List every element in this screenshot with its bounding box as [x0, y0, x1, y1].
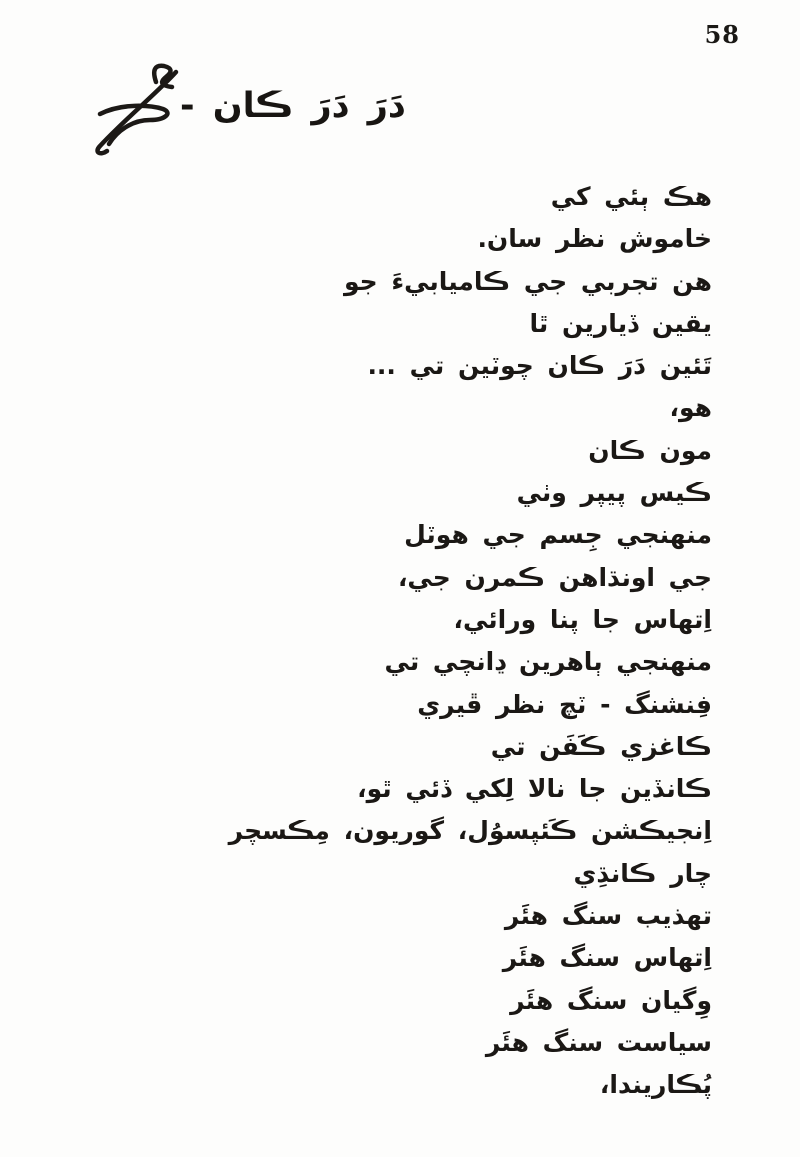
- poem-line: هن تجربي جي ڪاميابيءَ جو: [343, 266, 712, 296]
- poem-body: [132, 176, 712, 1107]
- page-number: 58: [704, 20, 740, 49]
- poem-line: خاموش نظر سان.: [477, 224, 712, 254]
- poem-line: سياست سنگ هئَر: [485, 1027, 712, 1057]
- poem-line: اِتهاس سنگ هئَر: [502, 943, 712, 973]
- poem-line: هڪ ٻئي کي: [550, 182, 712, 211]
- poem-line: ڪاغزي ڪَفَن تي: [490, 731, 712, 761]
- poem-line: چار ڪانڌِي: [573, 858, 712, 888]
- poem-line: ڪانڏين جا نالا لِکي ڏئي ٿو،: [357, 774, 712, 804]
- poem-line: يقين ڏيارين ٿا: [529, 308, 712, 338]
- poem-line: منهنجي جِسم جي هوٽل: [404, 520, 712, 550]
- poem-line: جي اونڌاهن ڪمرن جي،: [397, 562, 712, 592]
- poem-line: اِتهاس جا پنا ورائي،: [453, 604, 712, 634]
- poem-line: وِگيان سنگ هئَر: [510, 985, 712, 1015]
- poem-line: ڪيس پيپر وٺي: [516, 478, 712, 508]
- poem-line: فِنشنگ - ٽچ نظر ڦيري: [417, 689, 712, 719]
- poem-line: اِنجيڪشن ڪَئپسوُل، گوريون، مِڪسچر: [228, 816, 712, 846]
- poem-line: منهنجي ٻاهرين ڍانچي تي: [384, 647, 712, 677]
- poem-line: تهذيب سنگ هئَر: [504, 901, 712, 931]
- poem-line: پُڪاريندا،: [599, 1070, 712, 1100]
- poem-title-row: [88, 52, 428, 172]
- poem-line: هو،: [669, 393, 712, 423]
- poem-line: تَئين دَرَ ڪان چوٽين تي ...: [367, 351, 712, 381]
- handwritten-flourish-mark: [88, 52, 184, 170]
- poem-line: مون ڪان: [588, 435, 712, 465]
- poem-title: دَرَ دَرَ ڪان -: [180, 86, 406, 126]
